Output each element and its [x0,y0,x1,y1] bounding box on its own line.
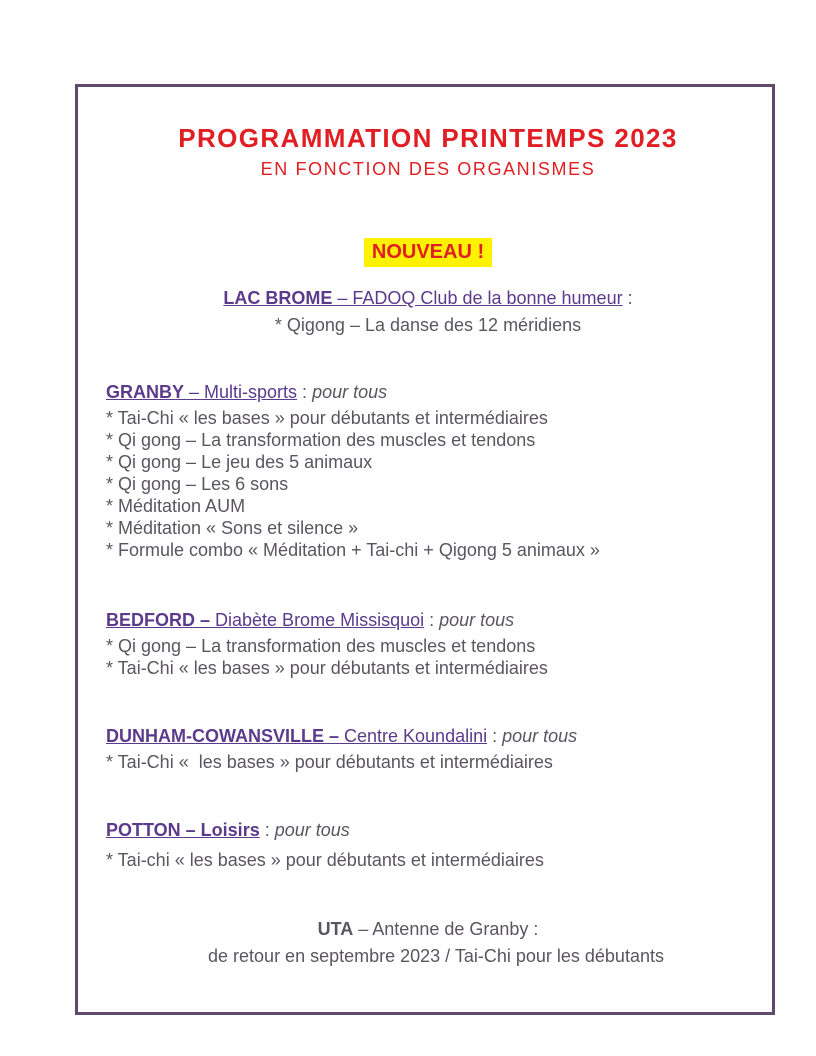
lac-brome-link[interactable] [223,288,622,308]
uta-line2: de retour en septembre 2023 / Tai-Chi pour les débutants [208,946,664,966]
bedford-note: pour tous [439,610,515,630]
list-item: * Qi gong – Les 6 sons [106,474,289,494]
potton-name: POTTON – Loisirs [106,820,260,840]
dunham-org: Centre Koundalini [344,726,488,746]
uta-name: UTA [317,919,354,939]
dunham-sep: : [487,726,503,746]
new-badge-row [0,238,816,267]
list-item: * Formule combo « Méditation + Tai-chi + Qigong 5 animaux » [106,540,600,560]
granby-sep: : [297,382,313,402]
lac-brome-heading [0,287,816,309]
list-item: * Tai-Chi « les bases » pour débutants et intermédiaires [106,658,548,678]
granby-section [106,381,756,561]
bedford-section [106,609,756,679]
list-item: * Qi gong – La transformation des muscles et tendons [106,430,536,450]
potton-list [106,849,756,871]
list-item: * Qi gong – Le jeu des 5 animaux [106,452,373,472]
list-item: * Méditation AUM [106,496,246,516]
bedford-name: BEDFORD – [106,610,216,630]
dunham-heading [106,725,756,747]
bedford-link[interactable] [106,610,424,630]
bedford-org: Diabète Brome Missisquoi [215,610,425,630]
potton-heading [106,819,756,841]
lac-brome-org: – FADOQ Club de la bonne humeur [332,288,623,308]
dunham-section [106,725,756,773]
lac-brome-sep: : [622,288,633,308]
lac-brome-name: LAC BROME [223,288,333,308]
page-title: PROGRAMMATION PRINTEMPS 2023 [178,123,678,153]
dunham-link[interactable] [106,726,487,746]
new-badge: NOUVEAU ! [364,238,492,267]
granby-list [106,407,756,561]
list-item: * Tai-Chi « les bases » pour débutants et intermédiaires [106,752,553,772]
bedford-heading [106,609,756,631]
list-item: * Tai-Chi « les bases » pour débutants et intermédiaires [106,408,548,428]
granby-org: – Multi-sports [184,382,298,402]
list-item: * Tai-chi « les bases » pour débutants et intermédiaires [106,850,544,870]
granby-link[interactable] [106,382,297,402]
granby-name: GRANBY [106,382,185,402]
bedford-list [106,635,756,679]
page-subtitle: EN FONCTION DES ORGANISMES [260,159,596,179]
potton-link[interactable] [106,820,260,840]
lac-brome-item: * Qigong – La danse des 12 méridiens [274,315,582,335]
bedford-sep: : [424,610,440,630]
potton-sep: : [259,820,275,840]
uta-heading [0,918,816,940]
dunham-note: pour tous [502,726,578,746]
list-item: * Qi gong – La transformation des muscles et tendons [106,636,536,656]
dunham-name: DUNHAM-COWANSVILLE – [106,726,344,746]
potton-note: pour tous [274,820,350,840]
uta-rest: – Antenne de Granby : [353,919,539,939]
granby-note: pour tous [312,382,388,402]
potton-section [106,819,756,871]
list-item: * Méditation « Sons et silence » [106,518,359,538]
dunham-list [106,751,756,773]
granby-heading [106,381,756,403]
